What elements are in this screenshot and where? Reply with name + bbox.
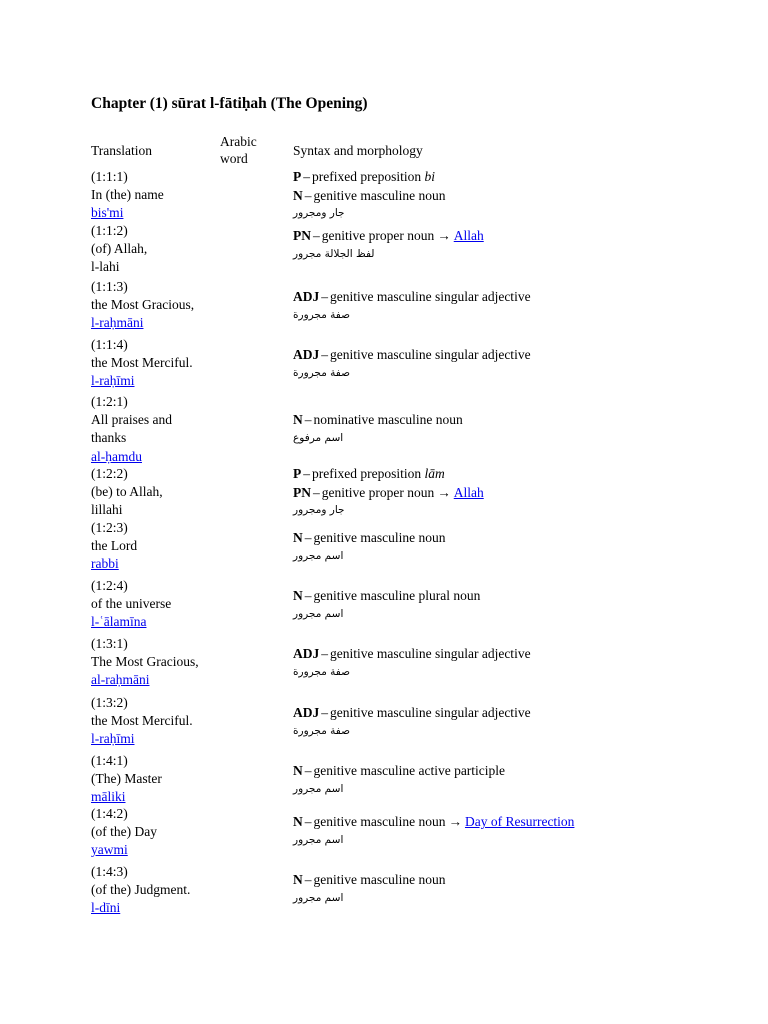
morphology-italic-term: bi [424,169,435,184]
syntax-line [293,704,531,723]
translation-text: (of the) Judgment. [91,882,191,898]
syntax-line [293,645,531,664]
syntax-line [293,187,445,206]
arabic-grammar-text: اسم مرفوع [293,431,344,444]
word-reference: (1:4:3) [91,864,128,879]
arabic-grammar-text: صفة مجرورة [293,366,351,379]
arabic-grammar-text: لفظ الجلالة مجرور [293,247,375,260]
transliteration-link[interactable]: māliki [91,789,126,805]
pos-tag: N [293,187,303,203]
translation-text: All praises and [91,412,172,428]
word-reference: (1:2:1) [91,394,128,409]
syntax-cell [293,227,484,262]
syntax-cell [293,465,484,518]
morphology-italic-term: lām [424,466,445,481]
pos-tag: N [293,814,303,829]
dash-separator: – [304,814,312,829]
translation-cell [91,752,162,807]
word-reference: (1:3:2) [91,695,128,710]
morphology-description: genitive masculine plural noun [313,588,481,603]
pos-tag: ADJ [293,705,320,720]
transliteration-link[interactable]: rabbi [91,556,119,572]
syntax-cell [293,704,531,739]
syntax-line [293,465,484,484]
syntax-line [293,484,484,503]
transliteration-text: l-lahi [91,259,120,275]
translation-cell [91,168,164,223]
arabic-grammar-text: اسم مجرور [293,782,344,795]
word-reference: (1:1:2) [91,223,128,238]
morphology-description: genitive proper noun [321,228,435,243]
translation-cell [91,393,172,466]
morphology-description: genitive masculine noun [313,814,446,829]
syntax-cell [293,871,445,906]
transliteration-link[interactable]: l-raḥmāni [91,315,144,331]
syntax-line [293,168,445,187]
word-reference: (1:2:3) [91,520,128,535]
translation-text: In (the) name [91,187,164,203]
syntax-cell [293,288,531,323]
dash-separator: – [304,588,312,603]
arabic-grammar-text: صفة مجرورة [293,308,351,321]
morphology-description: nominative masculine noun [313,412,463,427]
arabic-grammar-text: اسم مجرور [293,833,344,846]
word-reference: (1:4:2) [91,806,128,821]
dash-separator: – [303,169,310,184]
translation-text: the Most Merciful. [91,713,193,729]
word-reference: (1:3:1) [91,636,128,651]
word-reference: (1:1:3) [91,279,128,294]
dash-separator: – [321,289,328,304]
dash-separator: – [304,763,312,778]
pos-tag: PN [293,228,311,243]
morphology-description: genitive masculine singular adjective [330,646,531,661]
pos-tag: N [293,530,303,545]
dash-separator: – [321,347,328,362]
morphology-description: genitive masculine noun [313,187,446,203]
morphology-description: genitive masculine active participle [313,763,506,778]
transliteration-link[interactable]: l-dīni [91,900,121,916]
header-arabic-word-line1: Arabic [220,134,257,149]
concept-link[interactable]: Allah [453,484,484,500]
arabic-grammar-text: صفة مجرورة [293,665,351,678]
transliteration-link[interactable]: al-ḥamdu [91,448,142,464]
arabic-grammar-text: اسم مجرور [293,891,344,904]
translation-text: (of) Allah, [91,241,148,257]
arrow-icon: → [437,228,451,243]
translation-cell [91,635,199,690]
dash-separator: – [321,646,328,661]
syntax-cell [293,529,445,564]
header-arabic-word-line2: word [220,151,248,166]
syntax-line [293,288,531,307]
concept-link[interactable]: Day of Resurrection [464,814,575,829]
translation-text: the Lord [91,538,138,554]
word-reference: (1:1:1) [91,169,128,184]
translation-text: of the universe [91,596,172,612]
concept-link[interactable]: Allah [453,228,484,243]
morphology-description: genitive masculine noun [313,872,446,887]
arabic-grammar-text: اسم مجرور [293,549,344,562]
transliteration-link[interactable]: al-raḥmāni [91,672,150,688]
morphology-description: genitive masculine noun [313,530,446,545]
translation-cell [91,805,157,860]
transliteration-text: lillahi [91,502,123,518]
translation-cell [91,336,193,391]
morphology-description: genitive masculine singular adjective [330,289,531,304]
pos-tag: P [293,466,302,481]
word-reference: (1:1:4) [91,337,128,352]
word-reference: (1:2:4) [91,578,128,593]
morphology-description: prefixed preposition [312,466,425,481]
translation-cell [91,222,147,277]
arabic-grammar-text: جار ومجرور [293,207,345,219]
chapter-title: Chapter (1) sūrat l-fātiḥah (The Opening) [91,95,368,112]
translation-cell [91,519,137,574]
dash-separator: – [304,872,312,887]
header-arabic-word [220,133,257,167]
syntax-line [293,587,480,606]
header-translation: Translation [91,143,153,158]
transliteration-link[interactable]: bis'mi [91,205,124,221]
transliteration-link[interactable]: yawmi [91,842,128,858]
arabic-grammar-text: اسم مجرور [293,607,344,620]
translation-text: the Most Merciful. [91,355,193,371]
translation-text: the Most Gracious, [91,297,195,313]
arabic-grammar-text: جار ومجرور [293,504,345,516]
syntax-cell [293,587,480,622]
pos-tag: P [293,169,302,184]
word-reference: (1:2:2) [91,466,128,481]
dash-separator: – [313,228,320,243]
syntax-cell [293,411,463,446]
dash-separator: – [313,484,320,500]
translation-cell [91,278,194,333]
translation-cell [91,863,190,918]
dash-separator: – [303,466,310,481]
syntax-cell [293,762,505,797]
syntax-line [293,813,574,832]
dash-separator: – [321,705,328,720]
syntax-cell [293,168,445,221]
syntax-line [293,871,445,890]
pos-tag: N [293,872,303,887]
morphology-description: genitive masculine singular adjective [330,347,531,362]
morphology-description: prefixed preposition [312,169,425,184]
syntax-cell [293,645,531,680]
morphology-description: genitive proper noun [321,484,435,500]
translation-text: (of the) Day [91,824,157,840]
dash-separator: – [304,412,312,427]
translation-text: (The) Master [91,771,162,787]
dash-separator: – [304,187,312,203]
syntax-cell [293,346,531,381]
arrow-icon: → [448,814,462,829]
pos-tag: ADJ [293,347,320,362]
syntax-line [293,529,445,548]
pos-tag: N [293,588,303,603]
translation-text: The Most Gracious, [91,654,199,670]
arabic-grammar-text: صفة مجرورة [293,724,351,737]
pos-tag: N [293,412,303,427]
morphology-description: genitive masculine singular adjective [330,705,531,720]
syntax-line [293,227,484,246]
syntax-line [293,411,463,430]
syntax-line [293,762,505,781]
translation-cell [91,465,163,520]
pos-tag: N [293,763,303,778]
pos-tag: PN [293,484,311,500]
arrow-icon: → [437,484,451,500]
translation-text: (be) to Allah, [91,484,163,500]
pos-tag: ADJ [293,646,320,661]
translation-text: thanks [91,430,127,446]
syntax-cell [293,813,574,848]
translation-cell [91,694,193,749]
word-reference: (1:4:1) [91,753,128,768]
translation-cell [91,577,171,632]
transliteration-link[interactable]: l-ʿālamīna [91,614,147,630]
transliteration-link[interactable]: l-raḥīmi [91,373,135,389]
syntax-line [293,346,531,365]
transliteration-link[interactable]: l-raḥīmi [91,731,135,747]
pos-tag: ADJ [293,289,320,304]
dash-separator: – [304,530,312,545]
header-syntax: Syntax and morphology [293,143,423,158]
